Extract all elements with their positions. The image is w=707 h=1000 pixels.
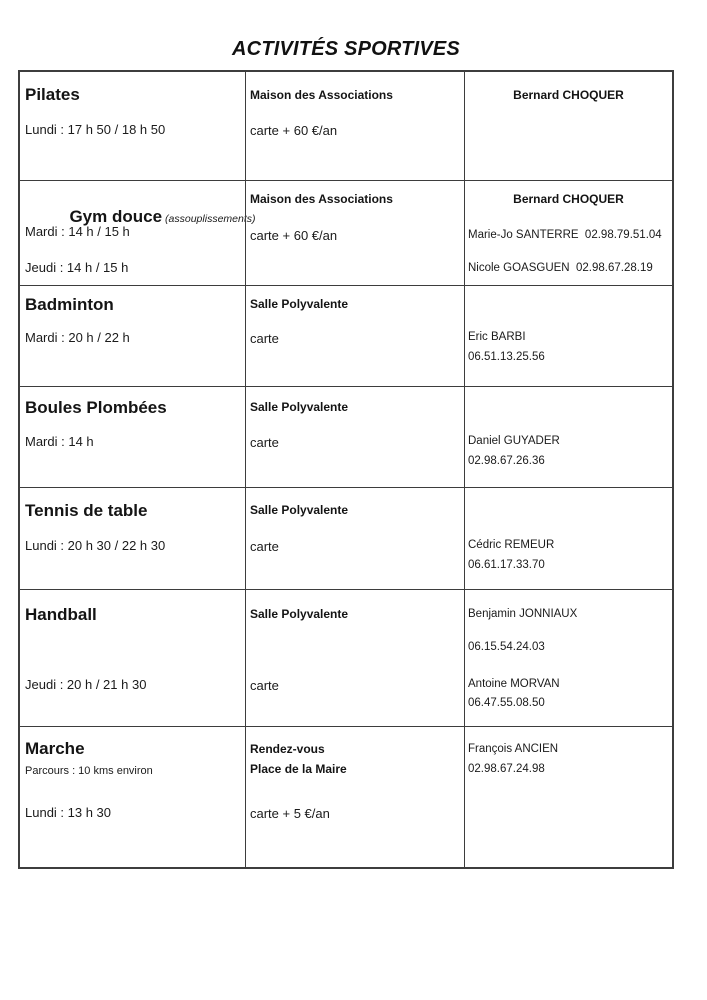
- venue-line: Rendez-vous: [250, 742, 325, 756]
- venue-fee-cell: [245, 488, 464, 589]
- activity-name: Gym douce: [69, 207, 163, 227]
- venue-fee-cell: [245, 387, 464, 487]
- contact-line: Antoine MORVAN: [468, 678, 560, 690]
- activity-cell: [20, 727, 245, 867]
- contact-cell: [464, 727, 672, 867]
- activities-table: [18, 70, 674, 869]
- fee-line: carte: [250, 331, 279, 346]
- schedule-line: Lundi : 13 h 30: [25, 805, 112, 820]
- activity-cell: [20, 590, 245, 726]
- contact-cell: [464, 590, 672, 726]
- activity-cell: [20, 72, 245, 180]
- venue-line: Place de la Maire: [250, 762, 347, 776]
- venue-line: Salle Polyvalente: [250, 503, 349, 517]
- activity-name: Badminton: [25, 295, 114, 314]
- fee-line: carte: [250, 435, 279, 450]
- fee-line: carte: [250, 678, 279, 693]
- activity-subnote: Parcours : 10 kms environ: [25, 765, 153, 777]
- contact-line: Cédric REMEUR: [468, 539, 555, 551]
- schedule-line: Lundi : 17 h 50 / 18 h 50: [25, 122, 166, 137]
- contact-main: Bernard CHOQUER: [513, 88, 624, 102]
- schedule-line: Jeudi : 14 h / 15 h: [25, 260, 129, 275]
- venue-line: Salle Polyvalente: [250, 607, 349, 621]
- activity-cell: [20, 387, 245, 487]
- table-row-gym-douce: [20, 180, 672, 285]
- page-title: ACTIVITÉS SPORTIVES: [232, 38, 460, 60]
- contact-line: 06.47.55.08.50: [468, 697, 545, 709]
- table-row-pilates: [20, 72, 672, 180]
- fee-line: carte + 60 €/an: [250, 123, 338, 138]
- venue-line: Salle Polyvalente: [250, 400, 349, 414]
- contact-line: 02.98.67.24.98: [468, 763, 545, 775]
- activity-cell: [20, 488, 245, 589]
- contact-line: Daniel GUYADER: [468, 435, 560, 447]
- schedule-line: Mardi : 14 h: [25, 434, 94, 449]
- schedule-line: Mardi : 20 h / 22 h: [25, 330, 130, 345]
- venue-fee-cell: [245, 727, 464, 867]
- activity-name: Pilates: [25, 85, 80, 104]
- table-row-marche: [20, 726, 672, 867]
- venue-fee-cell: [245, 590, 464, 726]
- venue-line: Maison des Associations: [250, 192, 393, 206]
- contact-line: 06.15.54.24.03: [468, 641, 545, 653]
- schedule-line: Lundi : 20 h 30 / 22 h 30: [25, 538, 166, 553]
- contact-cell: [464, 72, 672, 180]
- table-row-badminton: [20, 285, 672, 386]
- schedule-line: Mardi : 14 h / 15 h: [25, 224, 130, 239]
- contact-line: 02.98.67.26.36: [468, 455, 545, 467]
- contact-line: 06.61.17.33.70: [468, 559, 545, 571]
- activity-name: Handball: [25, 605, 97, 624]
- fee-line: carte: [250, 539, 279, 554]
- venue-fee-cell: [245, 181, 464, 285]
- table-row-tennis-de-table: [20, 487, 672, 589]
- contact-line: Marie-Jo SANTERRE 02.98.79.51.04: [468, 229, 662, 241]
- venue-line: Salle Polyvalente: [250, 297, 349, 311]
- contact-cell: [464, 181, 672, 285]
- venue-fee-cell: [245, 72, 464, 180]
- contact-cell: [464, 387, 672, 487]
- activity-note: (assouplissements): [165, 213, 256, 226]
- contact-line: 06.51.13.25.56: [468, 351, 545, 363]
- fee-line: carte + 5 €/an: [250, 806, 330, 821]
- contact-main: Bernard CHOQUER: [513, 192, 624, 206]
- contact-line: Benjamin JONNIAUX: [468, 608, 578, 620]
- activity-cell: [20, 181, 256, 285]
- fee-line: carte + 60 €/an: [250, 228, 338, 243]
- contact-cell: [464, 286, 672, 386]
- activity-name: Marche: [25, 739, 85, 758]
- activity-cell: [20, 286, 245, 386]
- table-row-handball: [20, 589, 672, 726]
- activity-name: Tennis de table: [25, 501, 148, 520]
- activity-name: Boules Plombées: [25, 398, 167, 417]
- table-row-boules-plombees: [20, 386, 672, 487]
- schedule-line: Jeudi : 20 h / 21 h 30: [25, 677, 147, 692]
- contact-cell: [464, 488, 672, 589]
- contact-line: François ANCIEN: [468, 743, 559, 755]
- venue-fee-cell: [245, 286, 464, 386]
- contact-line: Nicole GOASGUEN 02.98.67.28.19: [468, 262, 653, 274]
- contact-line: Eric BARBI: [468, 331, 526, 343]
- venue-line: Maison des Associations: [250, 88, 393, 102]
